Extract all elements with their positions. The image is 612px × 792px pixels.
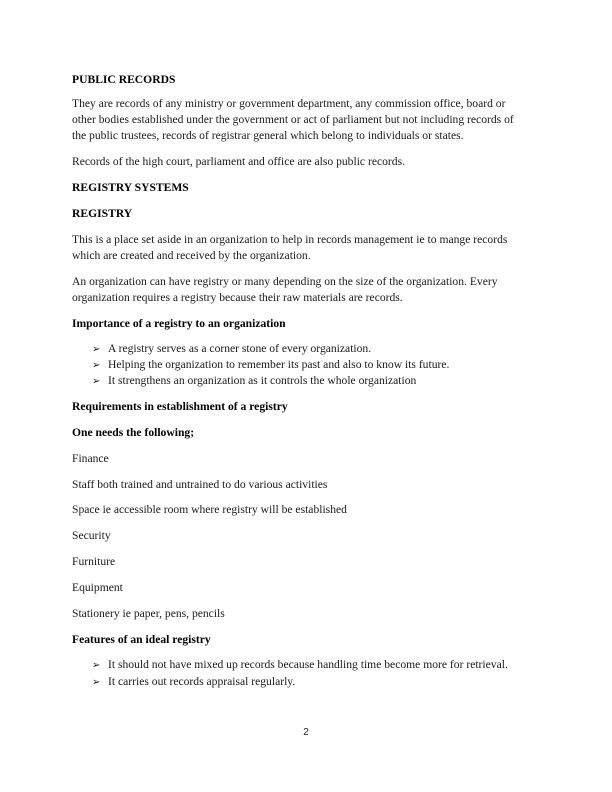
list-item	[92, 357, 449, 374]
paragraph-line: the public trustees, records of registrar general which belong to individuals or states.	[72, 129, 464, 142]
requirement-item: Security	[72, 529, 111, 542]
paragraph-line: other bodies established under the government or act of parliament but not including records of	[72, 113, 514, 126]
requirement-item: Staff both trained and untrained to do various activities	[72, 478, 328, 491]
requirement-item: Equipment	[72, 581, 123, 594]
arrow-bullet-icon: ➢	[92, 344, 101, 355]
paragraph-line: which are created and received by the organization.	[72, 249, 311, 262]
requirement-item: Furniture	[72, 555, 116, 568]
paragraph-high-court: Records of the high court, parliament and office are also public records.	[72, 155, 405, 168]
arrow-bullet-icon: ➢	[92, 360, 101, 371]
heading-registry-systems: REGISTRY SYSTEMS	[72, 181, 189, 194]
heading-importance: Importance of a registry to an organization	[72, 317, 286, 330]
list-item-text: It carries out records appraisal regularly.	[108, 675, 296, 688]
list-item	[92, 373, 416, 390]
list-item	[92, 674, 295, 691]
list-item-text: Helping the organization to remember its past and also to know its future.	[108, 358, 450, 371]
heading-one-needs: One needs the following;	[72, 426, 195, 439]
list-item-text: A registry serves as a corner stone of every organization.	[108, 342, 372, 355]
page-number: 2	[303, 727, 309, 738]
paragraph-line: organization requires a registry because their raw materials are records.	[72, 291, 403, 304]
paragraph-line: They are records of any ministry or government department, any commission office, board or	[72, 97, 506, 110]
heading-public-records: PUBLIC RECORDS	[72, 73, 176, 86]
requirement-item: Finance	[72, 452, 109, 465]
heading-registry: REGISTRY	[72, 207, 133, 220]
requirement-item: Space ie accessible room where registry will be established	[72, 503, 347, 516]
arrow-bullet-icon: ➢	[92, 376, 101, 387]
requirement-item: Stationery ie paper, pens, pencils	[72, 607, 225, 620]
arrow-bullet-icon: ➢	[92, 660, 101, 671]
paragraph-line: This is a place set aside in an organization to help in records management ie to mange records	[72, 233, 508, 246]
paragraph-line: An organization can have registry or many depending on the size of the organization. Every	[72, 275, 498, 288]
list-item-text: It strengthens an organization as it controls the whole organization	[108, 374, 417, 387]
list-item	[92, 657, 508, 674]
heading-requirements: Requirements in establishment of a registry	[72, 400, 288, 413]
arrow-bullet-icon: ➢	[92, 677, 101, 688]
heading-features: Features of an ideal registry	[72, 633, 211, 646]
list-item-text: It should not have mixed up records because handling time become more for retrieval.	[108, 658, 508, 671]
list-item	[92, 341, 371, 358]
